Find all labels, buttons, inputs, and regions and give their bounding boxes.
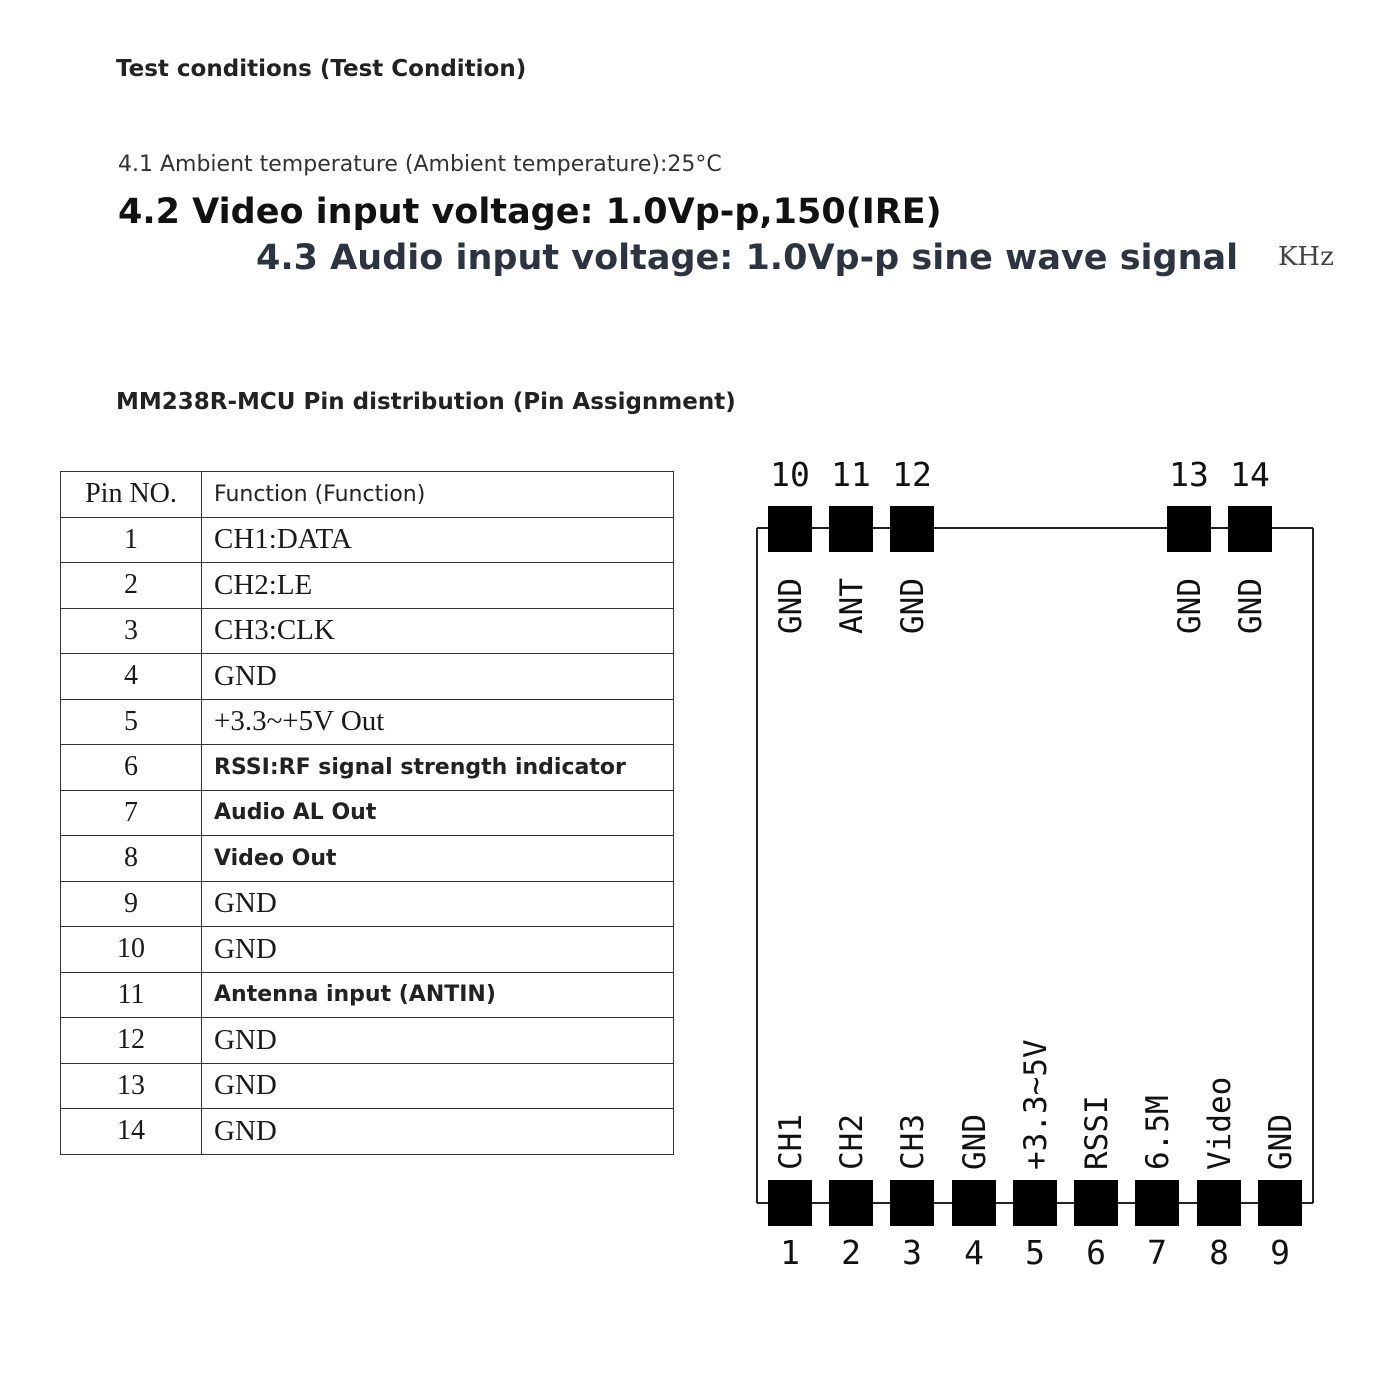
top-pin-group [768,455,1272,634]
top-pin [1167,455,1211,634]
top-pin [768,455,812,634]
bottom-pin [1258,1114,1302,1272]
bottom-pin-number: 3 [902,1233,922,1272]
pin-function-cell: +3.3~+5V Out [202,699,674,745]
bottom-pin [829,1114,873,1272]
top-pin [890,455,934,634]
bottom-pin-label: CH1 [773,1114,809,1170]
bottom-pin-number: 5 [1025,1233,1045,1272]
pin-number-cell: 4 [61,654,202,700]
top-pin [829,455,873,634]
bottom-pin-group [768,1039,1302,1272]
bottom-pin [768,1114,812,1272]
test-conditions-title: Test conditions (Test Condition) [116,56,527,82]
top-pin-pad [1167,506,1211,552]
pin-number-cell: 13 [61,1063,202,1109]
top-pin-number: 11 [831,455,871,494]
bottom-pin-label: GND [1263,1114,1299,1170]
bottom-pin [1135,1095,1179,1272]
pin-number-cell: 11 [61,972,202,1018]
pin-function-cell: GND [202,1109,674,1155]
bottom-pin-pad [1135,1180,1179,1226]
pin-number-cell: 8 [61,836,202,882]
bottom-pin-label: RSSI [1079,1095,1115,1170]
bottom-pin-number: 1 [780,1233,800,1272]
top-pin-number: 10 [770,455,810,494]
bottom-pin-label: CH3 [895,1114,931,1170]
bottom-pin-label: +3.3~5V [1018,1039,1054,1170]
pin-number-cell: 6 [61,745,202,791]
condition-audio-input-voltage: 4.3 Audio input voltage: 1.0Vp-p sine wave signal [256,238,1239,278]
bottom-pin [1074,1095,1118,1272]
bottom-pin-number: 8 [1209,1233,1229,1272]
top-pin-pad [890,506,934,552]
pin-function-cell: RSSI:RF signal strength indicator [202,745,674,791]
bottom-pin [1197,1077,1241,1272]
bottom-pin-number: 4 [964,1233,984,1272]
pin-assignment-title: MM238R-MCU Pin distribution (Pin Assignment) [116,389,736,415]
bottom-pin-pad [890,1180,934,1226]
column-header-pin-no: Pin NO. [61,472,202,518]
bottom-pin-number: 7 [1147,1233,1167,1272]
top-pin-number: 12 [892,455,932,494]
bottom-pin-pad [829,1180,873,1226]
top-pin-number: 14 [1230,455,1270,494]
bottom-pin-pad [768,1180,812,1226]
pin-function-cell: CH2:LE [202,563,674,609]
column-header-function: Function (Function) [202,472,674,518]
top-pin-label: GND [1172,578,1208,634]
pin-function-cell: CH1:DATA [202,517,674,563]
top-pin [1228,455,1272,634]
bottom-pin [1013,1039,1057,1272]
bottom-pin-pad [1197,1180,1241,1226]
top-pin-pad [768,506,812,552]
bottom-pin-pad [1074,1180,1118,1226]
bottom-pin-label: Video [1202,1076,1238,1170]
top-pin-label: GND [895,578,931,634]
pin-function-cell: Video Out [202,836,674,882]
pin-function-cell: GND [202,1018,674,1064]
top-pin-label: GND [773,578,809,634]
pin-function-cell: CH3:CLK [202,608,674,654]
top-pin-pad [829,506,873,552]
pin-function-cell: Audio AL Out [202,790,674,836]
pin-number-cell: 9 [61,881,202,927]
pin-number-cell: 10 [61,927,202,973]
condition-ambient-temperature: 4.1 Ambient temperature (Ambient temperature):25°C [118,152,722,177]
bottom-pin-pad [952,1180,996,1226]
bottom-pin-number: 6 [1086,1233,1106,1272]
bottom-pin-label: 6.5M [1140,1095,1176,1170]
top-pin-number: 13 [1169,455,1209,494]
top-pin-label: GND [1233,578,1269,634]
bottom-pin [890,1114,934,1272]
pin-number-cell: 1 [61,517,202,563]
pin-number-cell: 2 [61,563,202,609]
pin-function-cell: GND [202,881,674,927]
pin-function-cell: GND [202,654,674,700]
bottom-pin-number: 2 [841,1233,861,1272]
condition-video-input-voltage: 4.2 Video input voltage: 1.0Vp-p,150(IRE) [118,192,942,232]
bottom-pin-pad [1258,1180,1302,1226]
pin-function-cell: GND [202,1063,674,1109]
bottom-pin-number: 9 [1270,1233,1290,1272]
pin-function-cell: Antenna input (ANTIN) [202,972,674,1018]
pin-function-cell: GND [202,927,674,973]
bottom-pin-pad [1013,1180,1057,1226]
pin-number-cell: 12 [61,1018,202,1064]
pin-number-cell: 5 [61,699,202,745]
bottom-pin-label: GND [957,1114,993,1170]
condition-khz-fragment: KHz [1278,242,1334,272]
top-pin-label: ANT [834,578,870,634]
pin-number-cell: 3 [61,608,202,654]
top-pin-pad [1228,506,1272,552]
bottom-pin-label: CH2 [834,1114,870,1170]
pin-number-cell: 14 [61,1109,202,1155]
pin-number-cell: 7 [61,790,202,836]
bottom-pin [952,1114,996,1272]
